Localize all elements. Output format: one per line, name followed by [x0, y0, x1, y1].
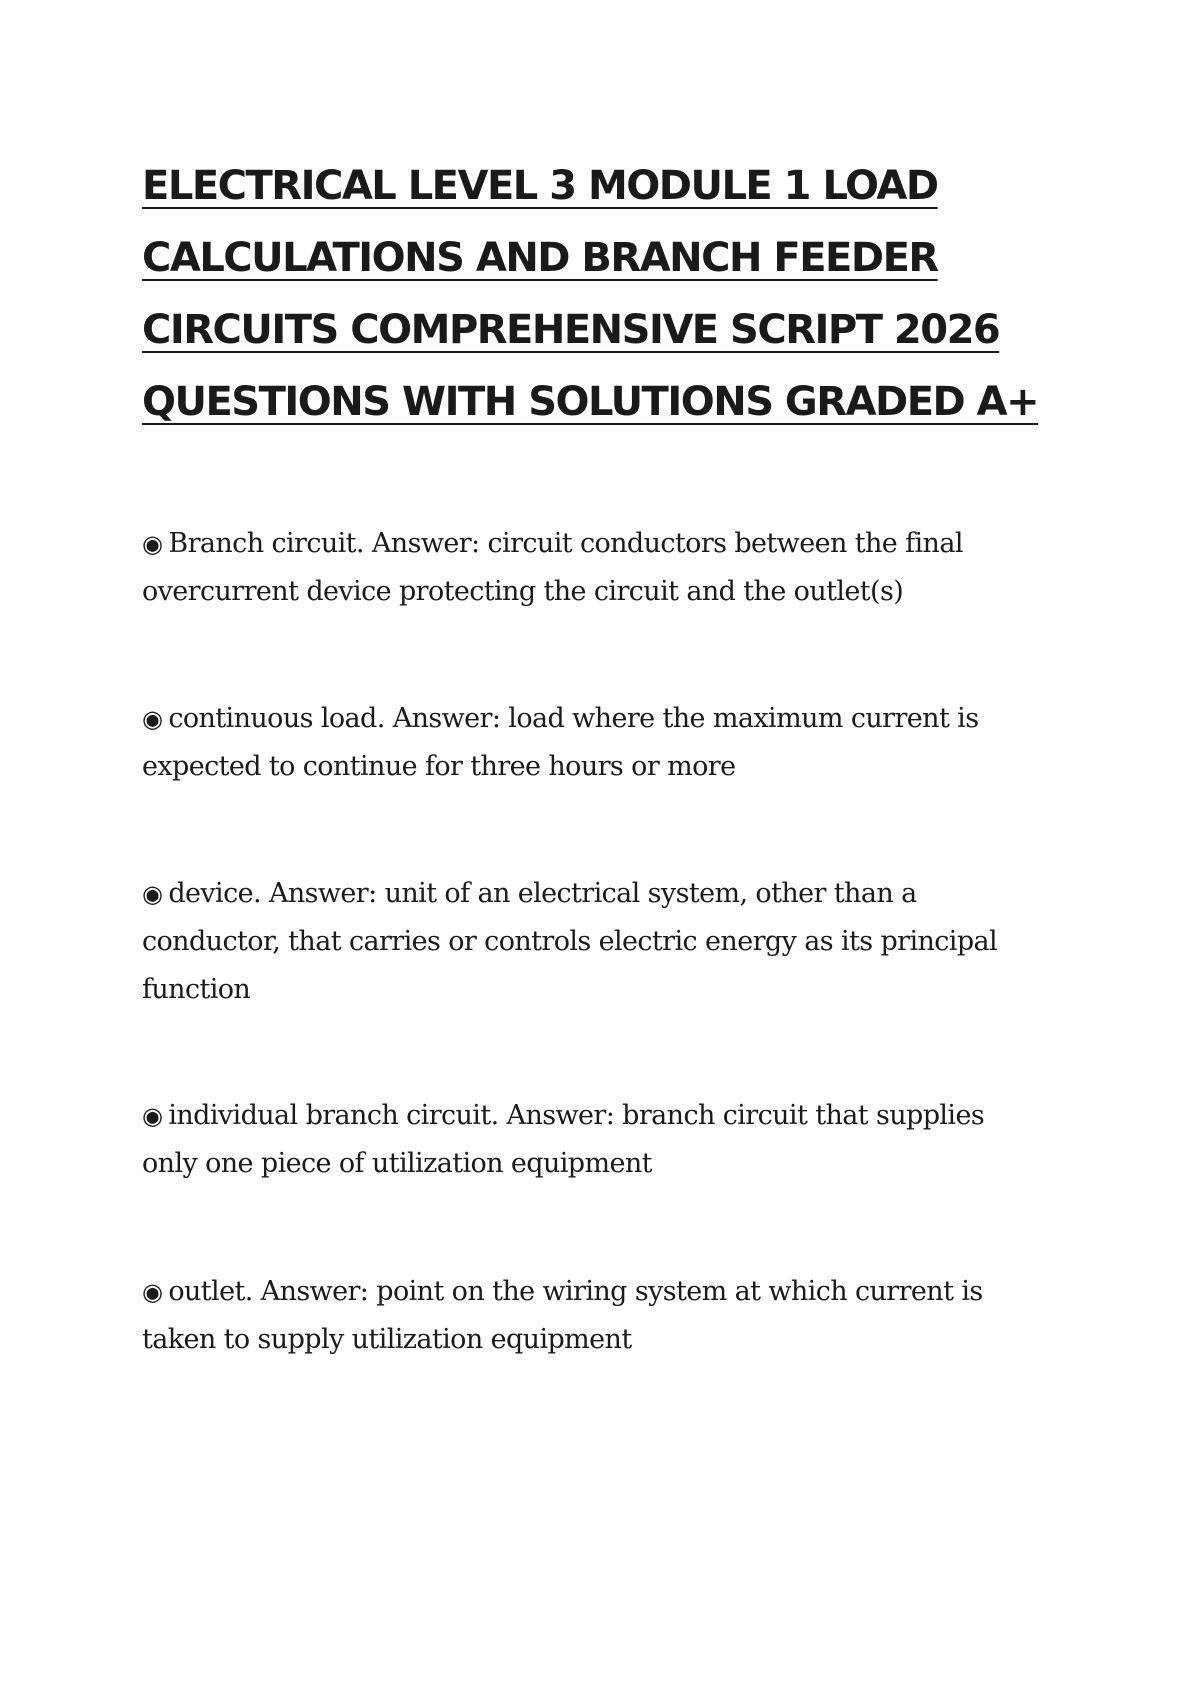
document-title [142, 150, 1042, 438]
title-line: CALCULATIONS AND BRANCH FEEDER [142, 235, 938, 281]
bullet-icon: ◉ [142, 705, 163, 733]
entry-line: ◉ outlet. Answer: point on the wiring system at which current is [142, 1276, 983, 1307]
title-line: ELECTRICAL LEVEL 3 MODULE 1 LOAD [142, 163, 938, 209]
qa-entry-individual-branch-circuit [142, 1092, 1042, 1188]
entry-line: ◉ Branch circuit. Answer: circuit conductors between the final [142, 528, 963, 559]
entry-line: ◉ individual branch circuit. Answer: branch circuit that supplies [142, 1100, 985, 1131]
entry-line: only one piece of utilization equipment [142, 1148, 652, 1179]
entry-line: ◉ continuous load. Answer: load where the maximum current is [142, 703, 979, 734]
bullet-icon: ◉ [142, 1278, 163, 1306]
title-line: QUESTIONS WITH SOLUTIONS GRADED A+ [142, 379, 1039, 425]
entry-line: ◉ device. Answer: unit of an electrical system, other than a [142, 878, 917, 909]
title-line: CIRCUITS COMPREHENSIVE SCRIPT 2026 [142, 307, 1000, 353]
bullet-icon: ◉ [142, 880, 163, 908]
entry-line: expected to continue for three hours or more [142, 751, 736, 782]
entry-line: taken to supply utilization equipment [142, 1324, 632, 1355]
bullet-icon: ◉ [142, 530, 163, 558]
entry-line: conductor, that carries or controls electric energy as its principal [142, 926, 998, 957]
qa-entry-continuous-load [142, 695, 1042, 791]
entry-line: overcurrent device protecting the circuit and the outlet(s) [142, 576, 904, 607]
qa-entry-outlet [142, 1268, 1042, 1364]
qa-entry-branch-circuit [142, 520, 1042, 616]
entry-line: function [142, 974, 251, 1005]
qa-entry-device [142, 870, 1042, 1014]
bullet-icon: ◉ [142, 1102, 163, 1130]
